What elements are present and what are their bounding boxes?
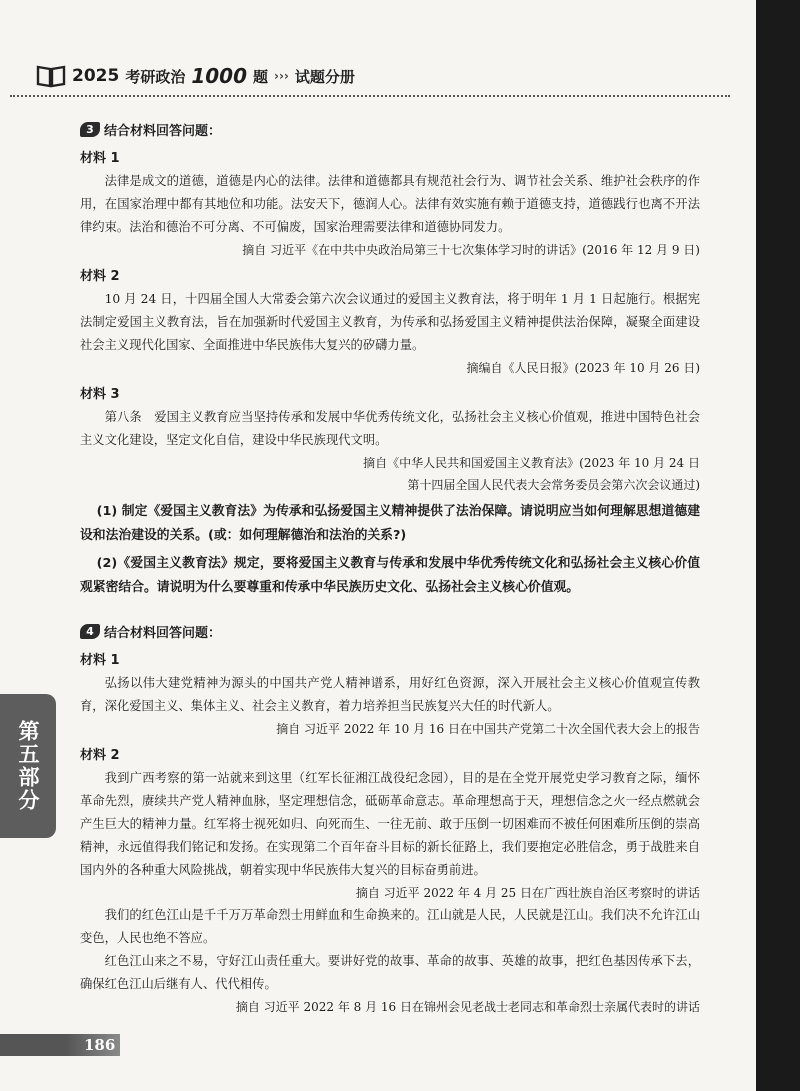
question-heading	[80, 622, 700, 641]
question-prompt: (1) 制定《爱国主义教育法》为传承和弘扬爱国主义精神提供了法治保障。请说明应当如何理解思想道德建设和法治建设的关系。(或：如何理解德治和法治的关系?)	[80, 504, 700, 543]
material-source: 摘编自《人民日报》(2023 年 10 月 26 日)	[466, 361, 700, 375]
page-content	[80, 120, 700, 1018]
header-number: 1000	[191, 64, 248, 88]
material-text: 红色江山来之不易，守好江山责任重大。要讲好党的故事、革命的故事、英雄的故事，把红色基因传承下去，确保红色江山后继有人、代代相传。	[80, 954, 700, 991]
question-title: 结合材料回答问题：	[104, 124, 222, 139]
material-text: 10 月 24 日，十四届全国人大常委会第六次会议通过的爱国主义教育法，将于明年 1 月 1 日起施行。根据宪法制定爱国主义教育法，旨在加强新时代爱国主义教育，为传承和弘扬爱国主义精神提供法治保障，凝聚全面建设社会主义现代化国家、全面推进中华民族伟大复兴的矽礴力量。	[80, 292, 700, 352]
material-label: 材料 2	[80, 269, 120, 284]
page-number: 186	[84, 1036, 116, 1054]
header-part: 试题分册	[294, 67, 355, 86]
material-source: 摘自《中华人民共和国爱国主义教育法》(2023 年 10 月 24 日	[363, 456, 700, 470]
material-source: 摘自 习近平 2022 年 8 月 16 日在锦州会见老战士老同志和革命烈士亲属代表时的讲话	[235, 1000, 700, 1014]
header-title-suffix: 题	[253, 67, 269, 86]
question-number-badge: 4	[80, 624, 100, 639]
open-book-icon	[36, 64, 66, 88]
page-header	[36, 62, 355, 90]
section-side-tab-label: 第五部分	[16, 720, 40, 812]
material-label: 材料 1	[80, 151, 120, 166]
material-label: 材料 2	[80, 748, 120, 763]
torn-page-edge	[756, 0, 800, 1091]
header-year: 2025	[72, 66, 120, 86]
header-arrows: ›››	[274, 69, 289, 83]
question-number-badge: 3	[80, 122, 100, 137]
material-source: 摘自 习近平 2022 年 10 月 16 日在中国共产党第二十次全国代表大会上的报告	[276, 722, 700, 736]
material-text: 第八条 爱国主义教育应当坚持传承和发展中华优秀传统文化，弘扬社会主义核心价值观，推进中国特色社会主义文化建设，坚定文化自信，建设中华民族现代文明。	[80, 410, 700, 447]
material-label: 材料 3	[80, 387, 120, 402]
material-source: 摘自 习近平 2022 年 4 月 25 日在广西壮族自治区考察时的讲话	[355, 886, 700, 900]
material-source: 摘自 习近平《在中共中央政治局第三十七次集体学习时的讲话》(2016 年 12 月 9 日)	[242, 243, 700, 257]
question-3	[80, 120, 700, 600]
question-title: 结合材料回答问题：	[104, 626, 222, 641]
question-4	[80, 622, 700, 1018]
question-heading	[80, 120, 700, 139]
material-source: 第十四届全国人民代表大会常务委员会第六次会议通过)	[407, 478, 700, 492]
header-divider	[10, 95, 730, 97]
material-text: 我到广西考察的第一站就来到这里（红军长征湘江战役纪念园），目的是在全党开展党史学习教育之际，缅怀革命先烈，赓续共产党人精神血脉，坚定理想信念，砥砺革命意志。革命理想高于天，理想信念之火一经点燃就会产生巨大的精神力量。红军将士视死如归、向死而生、一往无前、敢于压倒一切困难而不被任何困难所压倒的崇高精神，永远值得我们铭记和发扬。在实现第二个百年奋斗目标的新长征路上，我们要抱定必胜信念，勇于战胜来自国内外的各种重大风险挑战，朝着实现中华民族伟大复兴的目标奋勇前进。	[80, 771, 700, 877]
section-side-tab	[0, 694, 56, 838]
material-text: 法律是成文的道德，道德是内心的法律。法律和道德都具有规范社会行为、调节社会关系、维护社会秩序的作用，在国家治理中都有其地位和功能。法安天下，德润人心。法律有效实施有赖于道德支持，道德践行也离不开法律约束。法治和德治不可分离、不可偏废，国家治理需要法律和道德协同发力。	[80, 174, 700, 234]
material-text: 我们的红色江山是千千万万革命烈士用鲜血和生命换来的。江山就是人民，人民就是江山。我们决不允许江山变色，人民也绝不答应。	[80, 908, 700, 945]
question-prompt: (2)《爱国主义教育法》规定，要将爱国主义教育与传承和发展中华优秀传统文化和弘扬社会主义核心价值观紧密结合。请说明为什么要尊重和传承中华民族历史文化、弘扬社会主义核心价值观。	[80, 556, 700, 595]
material-text: 弘扬以伟大建党精神为源头的中国共产党人精神谱系，用好红色资源，深入开展社会主义核心价值观宣传教育，深化爱国主义、集体主义、社会主义教育，着力培养担当民族复兴大任的时代新人。	[80, 676, 700, 713]
material-label: 材料 1	[80, 653, 120, 668]
header-subject: 考研政治	[125, 67, 186, 86]
